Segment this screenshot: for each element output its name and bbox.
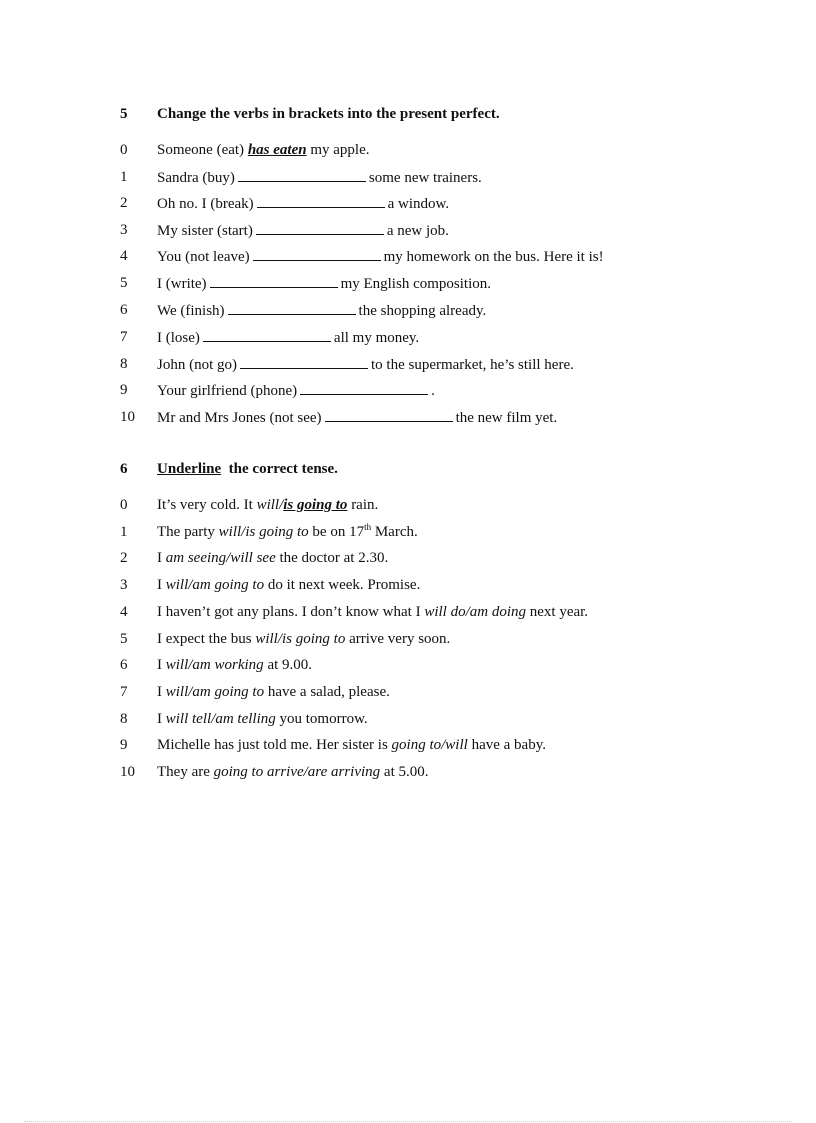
example-answer[interactable]: is going to: [283, 497, 348, 513]
tense-options[interactable]: going to arrive/are arriving: [213, 764, 381, 780]
item-rest: a window.: [387, 196, 450, 212]
tense-options[interactable]: will tell/am telling: [165, 711, 276, 727]
item-rest: my apple.: [310, 142, 370, 158]
item-number: 0: [120, 142, 128, 158]
item-text: They are: [157, 764, 214, 780]
item-text: I: [157, 711, 166, 727]
item-text: I: [157, 657, 166, 673]
tense-options[interactable]: going to/will: [391, 737, 468, 753]
item-number: 7: [120, 329, 128, 345]
item-text-end: rain.: [347, 497, 379, 513]
example-answer: has eaten: [247, 142, 307, 158]
answer-blank[interactable]: [253, 248, 381, 261]
item-rest: my English composition.: [340, 276, 491, 292]
answer-blank[interactable]: [256, 222, 384, 235]
item-number: 0: [120, 497, 128, 513]
item-text: Michelle has just told me. Her sister is: [157, 737, 392, 753]
section-title: Change the verbs in brackets into the present perfect.: [157, 106, 500, 122]
item-text-end: at 5.00.: [380, 764, 429, 780]
item-number: 2: [120, 195, 128, 211]
tense-options[interactable]: will do/am doing: [424, 604, 526, 620]
item-prompt: John (not go): [157, 357, 237, 373]
item-number: 8: [120, 711, 128, 727]
title-underlined-word: Underline: [157, 461, 222, 477]
item-number: 1: [120, 169, 128, 185]
item-number: 3: [120, 222, 128, 238]
item-rest: all my money.: [333, 330, 420, 346]
item-number: 7: [120, 684, 128, 700]
item-text: The party: [157, 524, 219, 540]
tense-options[interactable]: will/is going to: [218, 524, 309, 540]
item-rest: some new trainers.: [368, 170, 482, 186]
item-number: 8: [120, 356, 128, 372]
tense-options[interactable]: am seeing/will see: [165, 550, 276, 566]
answer-blank[interactable]: [228, 302, 356, 315]
item-number: 10: [120, 409, 135, 425]
item-text: It’s very cold. It: [157, 497, 257, 513]
option-wrong[interactable]: will/: [256, 497, 284, 513]
answer-blank[interactable]: [300, 382, 428, 395]
item-rest: .: [431, 383, 435, 399]
item-rest: my homework on the bus. Here it is!: [383, 249, 604, 265]
item-prompt: We (finish): [157, 303, 225, 319]
tense-options[interactable]: will/am going to: [165, 684, 265, 700]
item-number: 9: [120, 382, 128, 398]
item-text-end: the doctor at 2.30.: [275, 550, 389, 566]
item-text-end: do it next week. Promise.: [264, 577, 421, 593]
section-number: 6: [120, 461, 128, 477]
item-number: 1: [120, 524, 128, 540]
answer-blank[interactable]: [257, 195, 385, 208]
tense-options[interactable]: will/am going to: [165, 577, 265, 593]
item-number: 5: [120, 275, 128, 291]
item-prompt: Mr and Mrs Jones (not see): [157, 410, 322, 426]
tense-options[interactable]: will/is going to: [255, 631, 346, 647]
item-number: 5: [120, 631, 128, 647]
section-number: 5: [120, 106, 128, 122]
item-prompt: I (lose): [157, 330, 200, 346]
item-text-end: be on 17: [308, 524, 365, 540]
item-rest: the shopping already.: [358, 303, 487, 319]
title-rest: the correct tense.: [228, 461, 338, 477]
item-number: 9: [120, 737, 128, 753]
item-rest: a new job.: [386, 223, 449, 239]
item-number: 6: [120, 657, 128, 673]
answer-blank[interactable]: [240, 356, 368, 369]
answer-blank[interactable]: [238, 169, 366, 182]
item-text-end: have a salad, please.: [264, 684, 390, 700]
section-title: [157, 461, 338, 478]
answer-blank[interactable]: [210, 275, 338, 288]
item-text: I: [157, 684, 166, 700]
item-text: I haven’t got any plans. I don’t know what I: [157, 604, 425, 620]
item-text: I: [157, 550, 166, 566]
item-text-end: have a baby.: [467, 737, 546, 753]
item-text-end: next year.: [526, 604, 589, 620]
item-text-end: arrive very soon.: [345, 631, 451, 647]
item-prompt: You (not leave): [157, 249, 250, 265]
item-number: 3: [120, 577, 128, 593]
item-prompt: Oh no. I (break): [157, 196, 254, 212]
item-text: I: [157, 577, 166, 593]
item-prompt: Sandra (buy): [157, 170, 235, 186]
item-number: 2: [120, 550, 128, 566]
item-prompt: Your girlfriend (phone): [157, 383, 298, 399]
item-rest: the new film yet.: [455, 410, 558, 426]
item-number: 6: [120, 302, 128, 318]
item-text: I expect the bus: [157, 631, 256, 647]
item-prompt: I (write): [157, 276, 207, 292]
item-text-end: at 9.00.: [263, 657, 313, 673]
item-prompt: Someone (eat): [157, 142, 245, 158]
item-number: 10: [120, 764, 135, 780]
item-text-end: you tomorrow.: [275, 711, 368, 727]
answer-blank[interactable]: [325, 409, 453, 422]
item-prompt: My sister (start): [157, 223, 253, 239]
item-text-tail: March.: [371, 524, 418, 540]
page-bottom-divider: [24, 1121, 792, 1122]
tense-options[interactable]: will/am working: [165, 657, 264, 673]
item-number: 4: [120, 248, 128, 264]
ordinal-suffix: th: [364, 522, 372, 532]
item-rest: to the supermarket, he’s still here.: [371, 357, 574, 373]
item-number: 4: [120, 604, 128, 620]
answer-blank[interactable]: [203, 329, 331, 342]
